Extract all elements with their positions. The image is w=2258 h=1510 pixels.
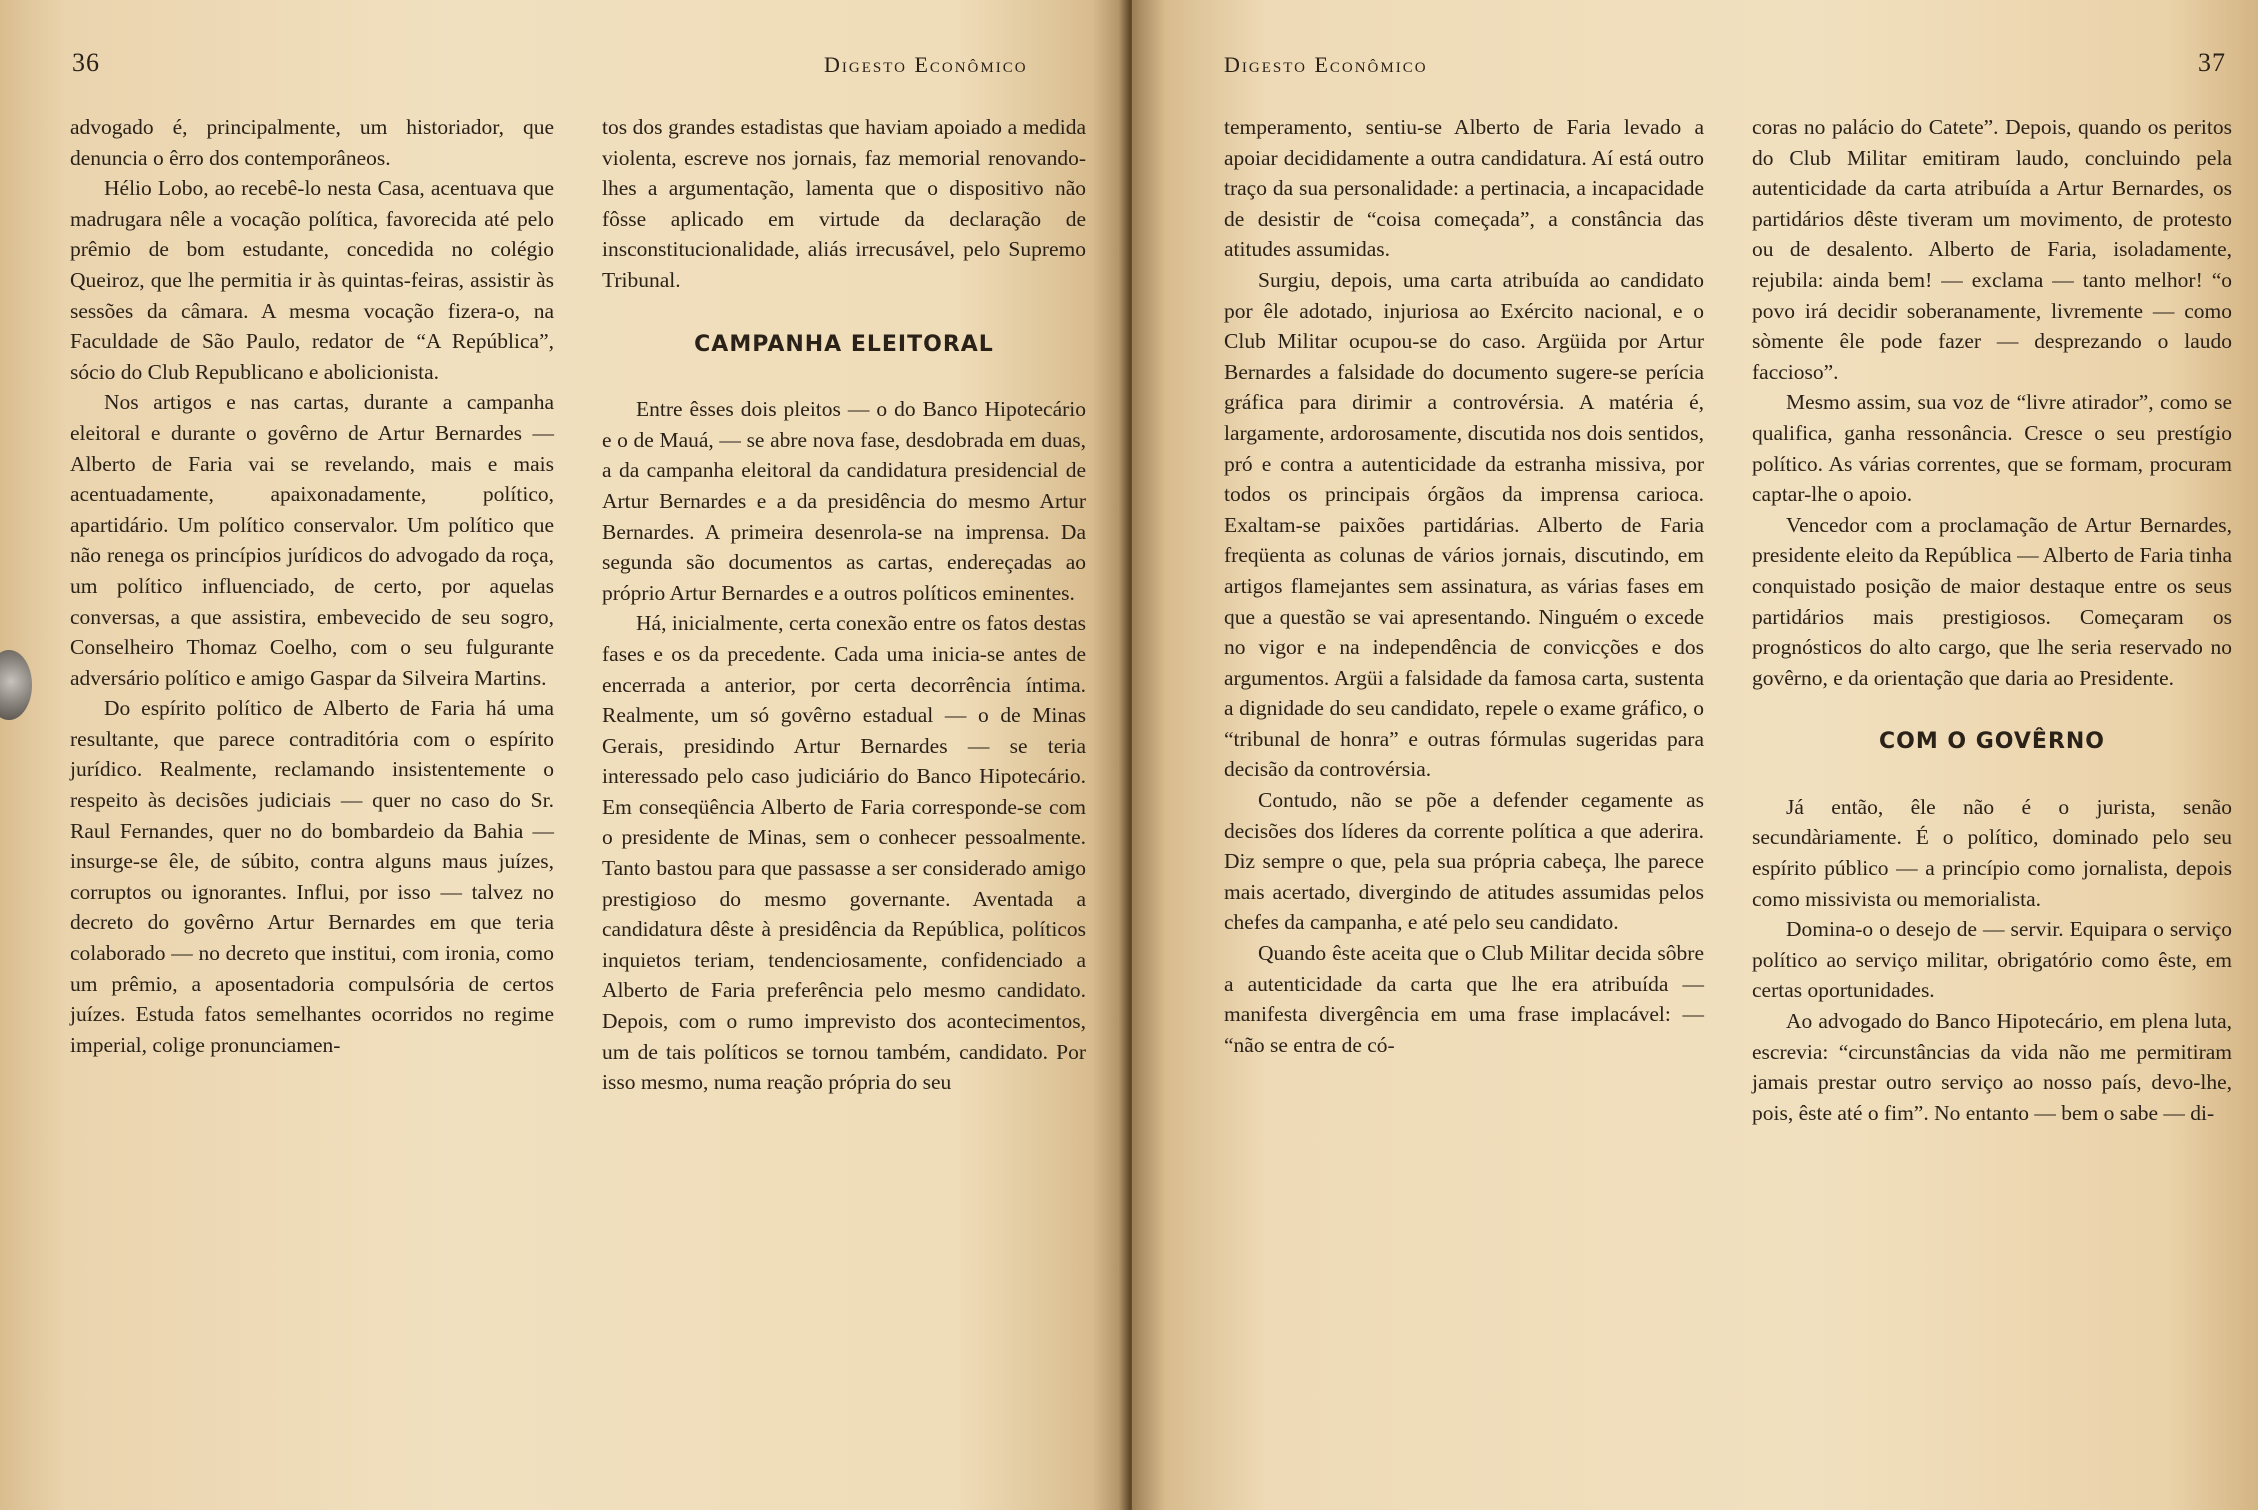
right-page [1132, 0, 2258, 1510]
paragraph: Mesmo assim, sua voz de “livre atirador”, como se qualifica, ganha ressonância. Cresce o seu prestígio político. As várias correntes, que se formam, procuram captar-lhe o apoio. [1752, 390, 2232, 507]
section-heading: COM O GOVÊRNO [1878, 729, 2106, 755]
section-heading: CAMPANHA ELEITORAL [694, 331, 994, 357]
running-head-right: Digesto Econômico [1224, 52, 1428, 77]
left-column-1 [70, 112, 554, 1060]
left-page [0, 0, 1126, 1510]
paragraph: Já então, êle não é o jurista, senão secundàriamente. É o político, dominado pelo seu espírito público — a princípio como jornalista, depois como missivista ou memorialista. [1752, 794, 2232, 911]
page-number-right: 37 [2198, 48, 2226, 77]
paragraph: Surgiu, depois, uma carta atribuída ao candidato por êle adotado, injuriosa ao Exército nacional, e o Club Militar ocupou-se do caso. Argüida por Artur Bernardes a falsidade do documento sugere-se perícia gráfica para dirimir a controvérsia. A matéria é, largamente, ardorosamente, discutida nos dois sentidos, pró e contra a autenticidade da estranha missiva, por todos os principais órgãos da imprensa carioca. Exaltam-se paixões partidárias. Alberto de Faria freqüenta as colunas de vários jornais, discutindo, em artigos flamejantes sem assinatura, as várias fases em que a questão se vai apresentando. Ninguém o excede no vigor e na independência de convicções e dos argumentos. Argüi a falsidade da famosa carta, sustenta a dignidade do seu candidato, repele o exame gráfico, o “tribunal de honra” e outras fórmulas sugeridas para decisão da controvérsia. [1224, 267, 1704, 782]
running-head-left: Digesto Econômico [824, 52, 1028, 77]
right-column-1 [1224, 112, 1704, 1060]
paragraph: advogado é, principalmente, um historiador, que denuncia o êrro dos contemporâneos. [70, 115, 554, 170]
paragraph: temperamento, sentiu-se Alberto de Faria levado a apoiar decididamente a outra candidatura. Aí está outro traço da sua personalidade: a pertinacia, a incapacidade de desistir de “coisa começada”, a constância das atitudes assumidas. [1224, 115, 1704, 262]
binding-rivet [0, 650, 32, 720]
paragraph: Ao advogado do Banco Hipotecário, em plena luta, escrevia: “circunstâncias da vida não me permitiram jamais prestar outro serviço ao nosso país, devo-lhe, pois, êste até o fim”. No entanto — bem o sabe — di- [1752, 1009, 2232, 1125]
left-column-2 [602, 112, 1086, 1098]
paragraph: Vencedor com a proclamação de Artur Bernardes, presidente eleito da República — Alberto de Faria tinha conquistado posição de maior destaque entre os seus partidários mais prestigiosos. Começaram os prognósticos do alto cargo, que lhe seria reservado no govêrno, e da orientação que daria ao Presidente. [1752, 512, 2233, 690]
paragraph: Nos artigos e nas cartas, durante a campanha eleitoral e durante o govêrno de Artur Bernardes — Alberto de Faria vai se revelando, mais e mais acentuadamente, apaixonadamente, político, apartidário. Um político conservalor. Um político que não renega os princípios jurídicos do advogado da roça, um político influenciado, de certo, por aquelas conversas, a que assistira, embevecido de seu sogro, Conselheiro Thomaz Coelho, com o seu fulgurante adversário político e amigo Gaspar da Silveira Martins. [70, 390, 554, 690]
paragraph: coras no palácio do Catete”. Depois, quando os peritos do Club Militar emitiram laudo, concluindo pela autenticidade da carta atribuída a Artur Bernardes, os partidários dêste tiveram um movimento, de protesto ou de desalento. Alberto de Faria, isoladamente, rejubila: ainda bem! — exclama — tanto melhor! “o povo irá decidir soberanamente, livremente — como sòmente êle pode fazer — desprezando o laudo faccioso”. [1752, 115, 2232, 384]
paragraph: Entre êsses dois pleitos — o do Banco Hipotecário e o de Mauá, — se abre nova fase, desdobrada em duas, a da campanha eleitoral da candidatura presidencial de Artur Bernardes e a da presidência do mesmo Artur Bernardes. A primeira desenrola-se na imprensa. Da segunda são documentos as cartas, endereçadas ao próprio Artur Bernardes e a outros políticos eminentes. [602, 397, 1086, 605]
right-column-2 [1752, 112, 2232, 1128]
page-number-left: 36 [72, 48, 100, 77]
paragraph: Contudo, não se põe a defender cegamente as decisões dos líderes da corrente política a que aderira. Diz sempre o que, pela sua própria cabeça, lhe parece mais acertado, divergindo de atitudes assumidas pelos chefes da campanha, e até pelo seu candidato. [1224, 788, 1704, 935]
paragraph: Do espírito político de Alberto de Faria há uma resultante, que parece contraditória com o espírito jurídico. Realmente, reclamando insistentemente o respeito às decisões judiciais — quer no caso do Sr. Raul Fernandes, quer no do bombardeio da Bahia — insurge-se êle, de súbito, contra alguns maus juízes, corruptos ou ignorantes. Influi, por isso — talvez no decreto do govêrno Artur Bernardes em que teria colaborado — no decreto que institui, com ironia, como um prêmio, a aposentadoria compulsória de certos juízes. Estuda fatos semelhantes ocorridos no regime imperial, colige pronunciamen- [70, 696, 554, 1057]
paragraph: tos dos grandes estadistas que haviam apoiado a medida violenta, escreve nos jornais, faz memorial renovando-lhes a argumentação, lamenta que o dispositivo não fôsse aplicado em virtude da declaração de insconstitucionalidade, aliás irrecusável, pelo Supremo Tribunal. [602, 115, 1086, 292]
paragraph: Quando êste aceita que o Club Militar decida sôbre a autenticidade da carta que lhe era atribuída — manifesta divergência em uma frase implacável: — “não se entra de có- [1224, 941, 1704, 1057]
paragraph: Domina-o o desejo de — servir. Equipara o serviço político ao serviço militar, obrigatório como êste, em certas oportunidades. [1752, 917, 2232, 1003]
paragraph: Hélio Lobo, ao recebê-lo nesta Casa, acentuava que madrugara nêle a vocação política, favorecida até pelo prêmio de bom estudante, concedida no colégio Queiroz, que lhe permitia ir às quintas-feiras, assistir às sessões da câmara. A mesma vocação fizera-o, na Faculdade de São Paulo, redator de “A República”, sócio do Club Republicano e abolicionista. [70, 176, 554, 384]
paragraph: Há, inicialmente, certa conexão entre os fatos destas fases e os da precedente. Cada uma inicia-se antes de encerrada a anterior, por certa decorrência íntima. Realmente, um só govêrno estadual — o de Minas Gerais, presidindo Artur Bernardes — se teria interessado pelo caso judiciário do Banco Hipotecário. Em conseqüência Alberto de Faria corresponde-se com o presidente de Minas, sem o conhecer pessoalmente. Tanto bastou para que passasse a ser considerado amigo prestigioso do mesmo governante. Aventada a candidatura dêste à presidência da República, políticos inquietos teriam, tendenciosamente, confidenciado a Alberto de Faria preferência pelo mesmo candidato. Depois, com o rumo imprevisto dos acontecimentos, um de tais políticos se tornou também, candidato. Por isso mesmo, numa reação própria do seu [602, 611, 1086, 1095]
